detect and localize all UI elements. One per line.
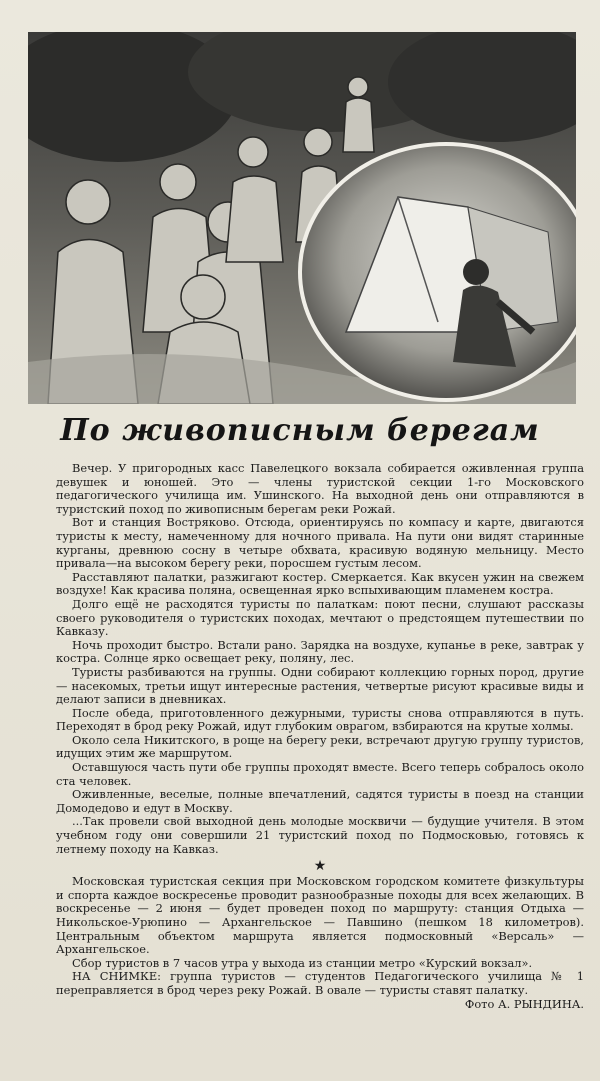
paragraph: Около села Никитского, в роще на берегу реки, встречают другую группу туристов, идущих этим же маршрутом. xyxy=(56,732,584,761)
paragraph: Оставшуюся часть пути обе группы проходят вместе. Всего теперь собралось около ста человек. xyxy=(56,760,584,788)
star-separator-icon: ★ xyxy=(313,858,327,875)
paragraph: Вот и станция Востряково. Отсюда, ориентируясь по компасу и карте, двигаются туристы к месту, намеченному для ночного привала. На пути они видят старинные курганы, древнюю сосну в четыре обхвата, красивую водяную мельницу. Место привала—на высоком берегу реки, поросшем густым лесом. xyxy=(56,515,584,571)
article-title: По живописным берегам xyxy=(60,413,540,448)
paragraph: Туристы разбиваются на группы. Одни собирают коллекцию горных пород, другие — насекомых, третьи ищут интересные растения, четвертые рисуют красивые виды и делают записи в дневниках. xyxy=(56,664,584,707)
paragraph: Долго ещё не расходятся туристы по палаткам: поют песни, слушают рассказы своего руководителя о туристских походах, мечтают о предстоящем путешествии по Кавказу. xyxy=(56,596,584,639)
paragraph: Ночь проходит быстро. Встали рано. Зарядка на воздухе, купанье в реке, завтрак у костра. Солнце ярко освещает реку, поляну, лес. xyxy=(56,637,584,666)
tent-photo xyxy=(300,144,576,400)
photo-credit: Фото А. РЫНДИНА. xyxy=(464,996,584,1011)
photo-caption-block xyxy=(56,970,584,1011)
photo-caption: НА СНИМКЕ: группа туристов — студентов Педагогического училища № 1 переправляется в брод через реку Рожай. В овале — туристы ставят палатку. xyxy=(56,969,584,997)
paragraph: ...Так провели свой выходной день молодые москвичи — будущие учителя. В этом учебном году они совершили 21 туристский поход по Подмосковью, готовясь к летнему походу на Кавказ. xyxy=(56,814,584,856)
paragraph: Вечер. У пригородных касс Павелецкого вокзала собирается оживленная группа девушек и юношей. Это — члены туристской секции 1-го Московского педагогического училища им. Ушинского. На выходной день они отправляются в туристский поход по живописным берегам реки Рожай. xyxy=(56,461,584,516)
notice-paragraph: Сбор туристов в 7 часов утра у выхода из станции метро «Курский вокзал». xyxy=(72,955,533,970)
paragraph: После обеда, приготовленного дежурными, туристы снова отправляются в путь. Переходят в брод реку Рожай, идут глубоким оврагом, взбираются на крутые холмы. xyxy=(56,705,584,734)
article-body xyxy=(56,462,584,1011)
group-of-tourists-photo xyxy=(28,32,576,404)
paragraph: Расставляют палатки, разжигают костер. Смеркается. Как вкусен ужин на свежем воздухе! Как красива поляна, освещенная ярко вспыхивающим пламенем костра. xyxy=(56,569,584,598)
notice-paragraph: Московская туристская секция при Московском городском комитете физкультуры и спорта каждое воскресенье проводит разнообразные походы для всех желающих. В воскресенье — 2 июня — будет проведен поход по маршруту: станция Отдыха — Никольское-Урюпино — Архангельское — Павшино (пешком 18 километров). Центральным объектом маршрута является подмосковный «Версаль» — Архангельское. xyxy=(56,874,584,957)
paragraph: Оживленные, веселые, полные впечатлений, садятся туристы в поезд на станции Домодедово и едут в Москву. xyxy=(56,787,584,815)
